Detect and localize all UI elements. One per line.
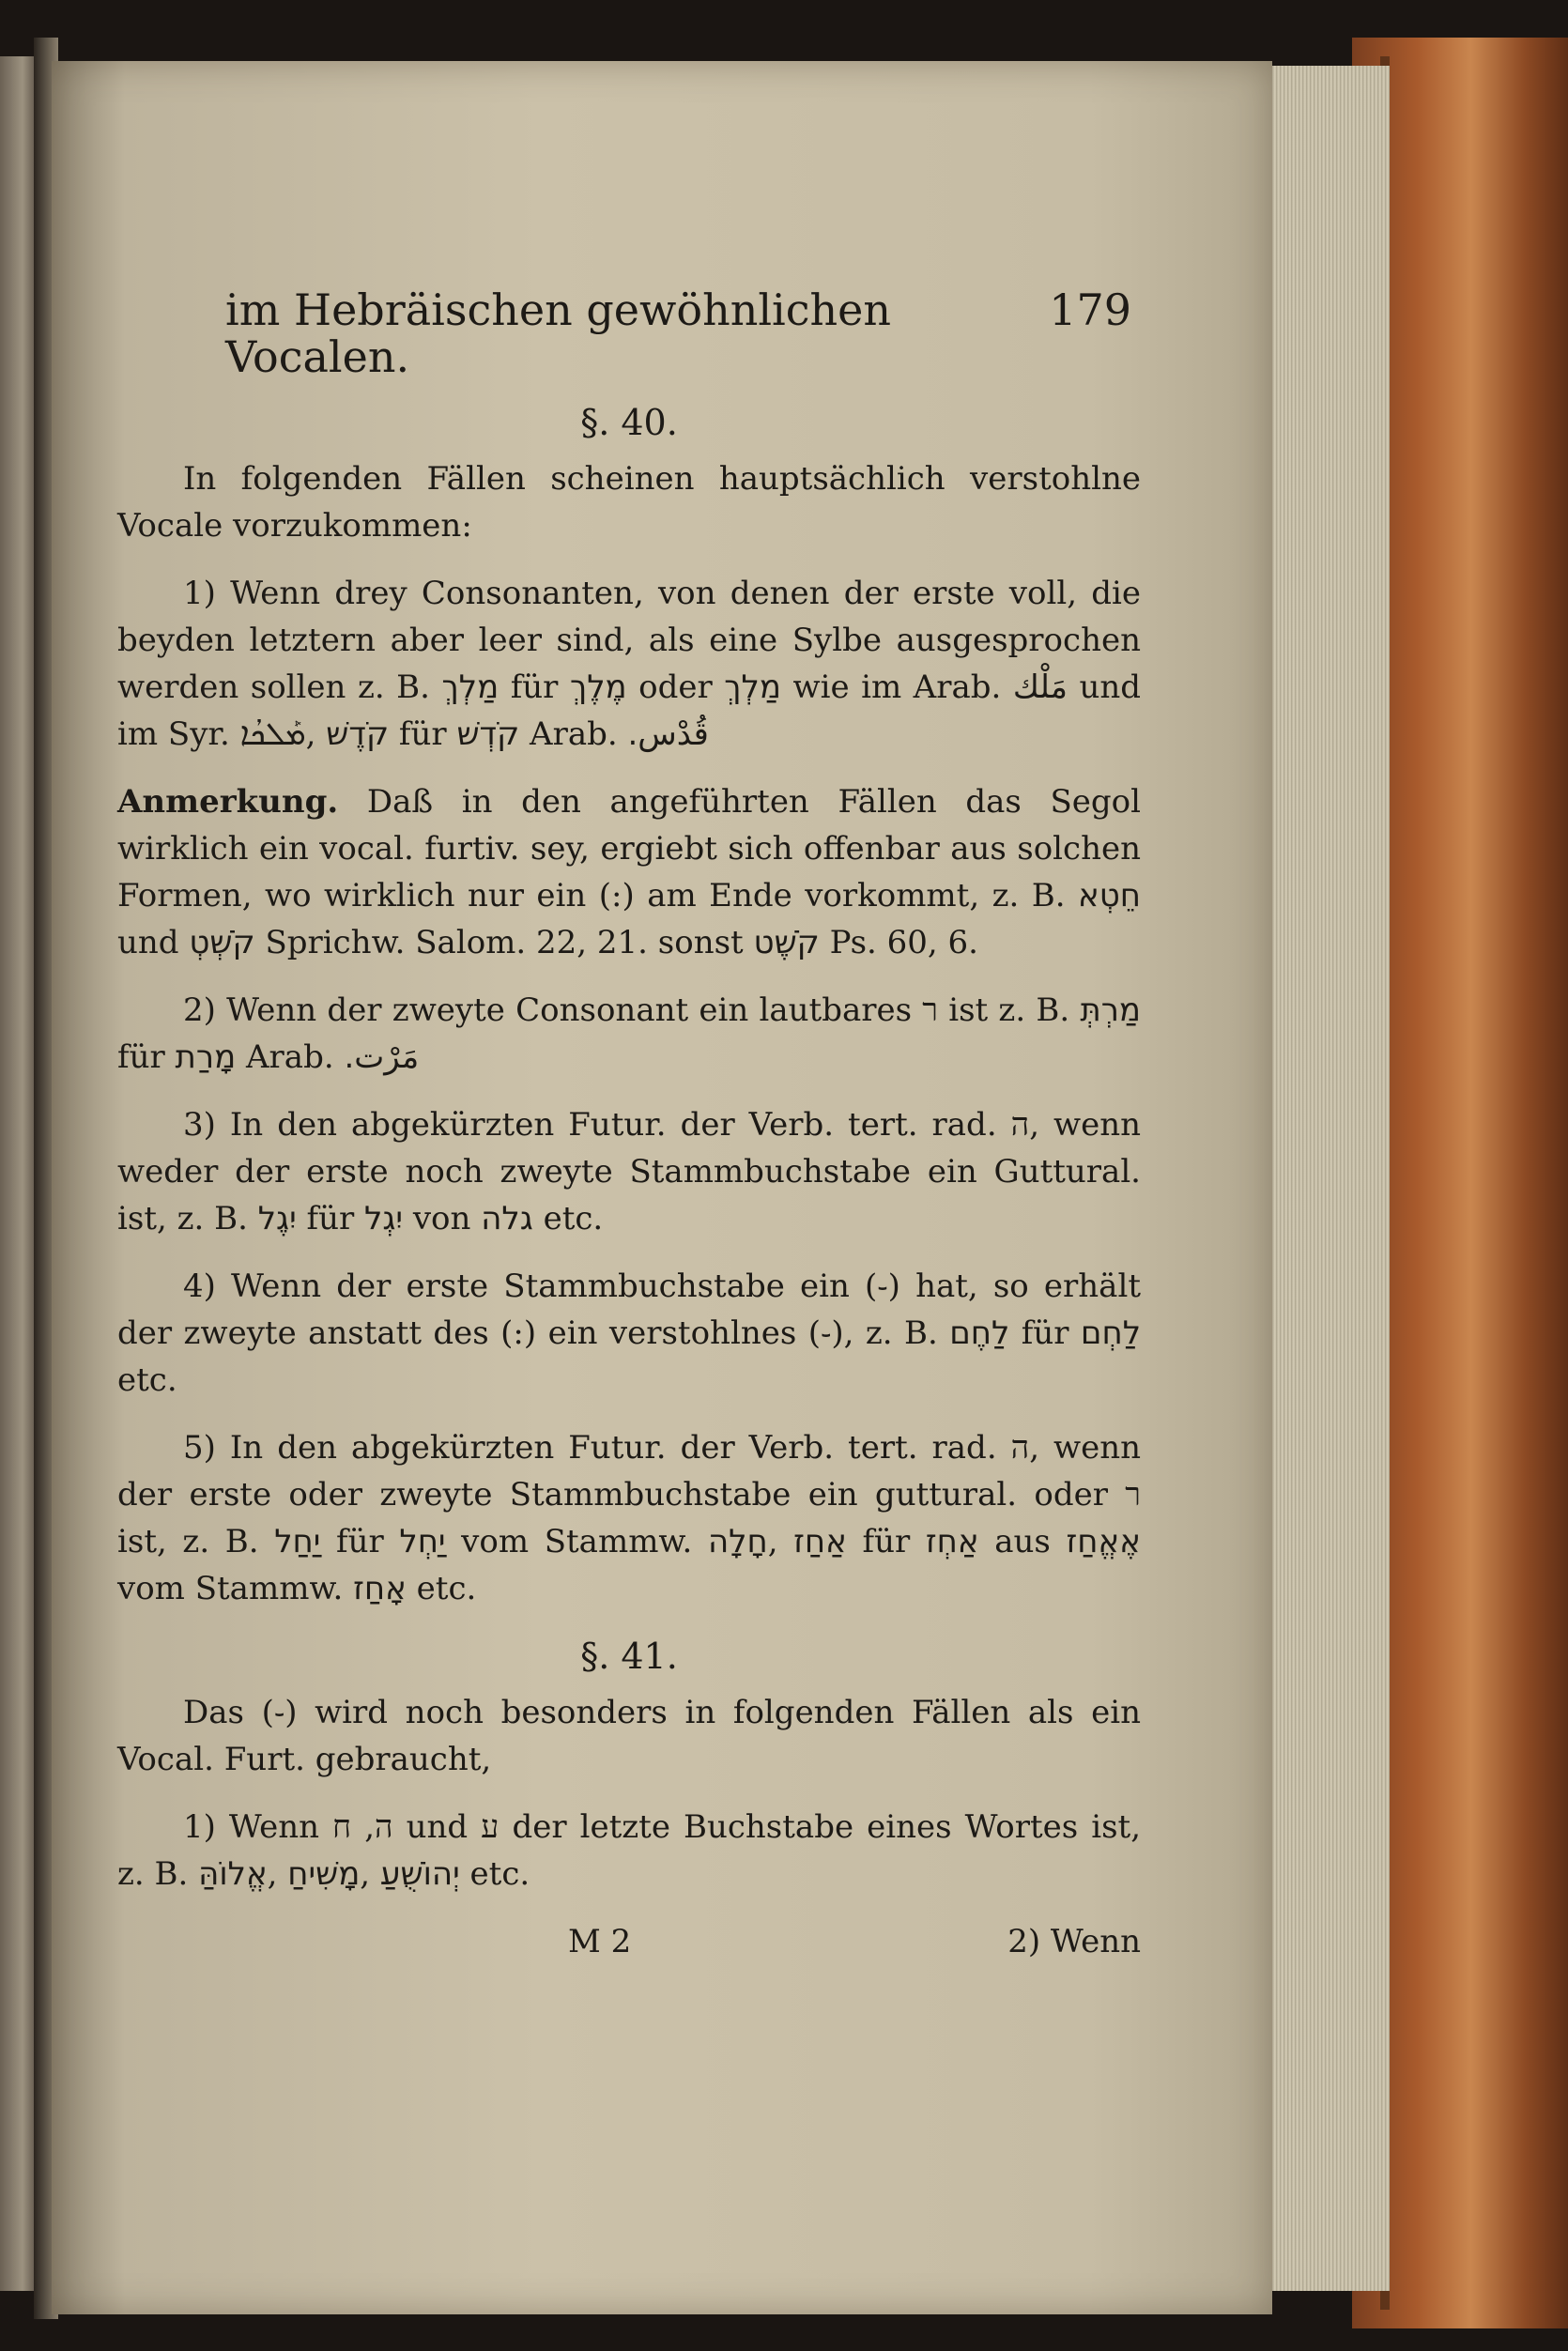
hebrew-word: קֹדְשׁ [456, 715, 520, 753]
section-40-item-3: 3) In den abgekürzten Futur. der Verb. tert. rad. ה, wenn weder der erste noch zweyte Stammbuchstabe ein Guttural. ist, z. B. יִגֶל für יִגְל von גלה etc. [117, 1106, 1141, 1237]
hebrew-word: חֵטְא [1078, 877, 1141, 914]
hebrew-word: יַחַל [274, 1523, 321, 1560]
hebrew-word: חָלָה [707, 1523, 768, 1560]
arabic-word: مَلْك [1012, 668, 1068, 706]
hebrew-word: לַחֶם [949, 1314, 1010, 1352]
left-page-edge [0, 56, 38, 2291]
section-40-intro: In folgenden Fällen scheinen hauptsächlich verstohlne Vocale vorzukommen: [117, 460, 1141, 545]
catchword: 2) Wenn [1007, 1923, 1141, 1960]
signature-mark: M 2 [568, 1923, 632, 1960]
arabic-word: قُدْس. [627, 715, 709, 753]
section-40-item-5: 5) In den abgekürzten Futur. der Verb. tert. rad. ה, wenn der erste oder zweyte Stammbuchstabe ein guttural. oder ר ist, z. B. יַחַל für יַחְל vom Stammw. חָלָה, אַחַז für אַחְז aus אֶאֱחַז vom Stammw. אָחַז etc. [117, 1429, 1141, 1607]
book-page [52, 61, 1272, 2314]
section-41-intro: Das (֊) wird noch besonders in folgenden Fällen als ein Vocal. Furt. gebraucht, [117, 1694, 1141, 1778]
section-40-item-2: 2) Wenn der zweyte Consonant ein lautbares ר ist z. B. מַרְתְּ für מָרַת Arab. مَرْت. [117, 991, 1142, 1076]
running-header [117, 286, 1141, 380]
hebrew-word: לַחְם [1080, 1314, 1142, 1352]
hebrew-word: יִגֶל [257, 1200, 297, 1237]
hebrew-word: אַחַז [793, 1523, 847, 1560]
hebrew-word: גלה [481, 1200, 533, 1237]
hebrew-word: יַחְל [399, 1523, 446, 1560]
page-content [117, 286, 1141, 1965]
section-40-heading: §. 40. [580, 402, 678, 443]
note-label: Anmerkung. [117, 783, 339, 821]
hebrew-word: יְהוֹשֻׁעַ [379, 1855, 460, 1893]
page-footer [117, 1918, 1141, 1965]
hebrew-word: מַרְתְּ [1080, 991, 1142, 1029]
section-41-item-1: 1) Wenn ה, ח und ע der letzte Buchstabe eines Wortes ist, z. B. אֱלוֹהַּ, מָשִׁיחַ, יְהוֹשֻׁעַ etc. [117, 1808, 1141, 1893]
arabic-word: مَرْت. [344, 1038, 420, 1076]
running-title: im Hebräischen gewöhnlichen Vocalen. [225, 284, 891, 382]
section-40-item-1: 1) Wenn drey Consonanten, von denen der erste voll, die beyden letztern aber leer sind, als eine Sylbe ausgesprochen werden sollen z. B. מַלְךְ für מֶלֶךְ oder מַלְךְ wie im Arab. مَلْك und im Syr. ܡܰܠܟܳܐ, קֹדֶשׁ für קֹדְשׁ Arab. قُدْس. [117, 575, 1142, 753]
hebrew-word: אֶאֱחַז [1066, 1523, 1141, 1560]
hebrew-word: מָרַת [175, 1038, 237, 1076]
hebrew-word: אָחַז [353, 1570, 407, 1607]
hebrew-word: אַחְז [925, 1523, 979, 1560]
hebrew-word: מָשִׁיחַ [287, 1855, 361, 1893]
syriac-word: ܡܰܠܟܳܐ [239, 715, 306, 753]
hebrew-word: יִגְל [364, 1200, 403, 1237]
hebrew-word: מֶלֶךְ [569, 668, 627, 706]
hebrew-word: מַלְךְ [441, 668, 500, 706]
hebrew-word: קֹדֶשׁ [326, 715, 390, 753]
page-number: 179 [1049, 284, 1131, 335]
hebrew-word: מַלְךְ [724, 668, 781, 706]
hebrew-word: אֱלוֹהַּ [198, 1855, 268, 1893]
section-41-heading: §. 41. [580, 1636, 678, 1677]
section-40-item-4: 4) Wenn der erste Stammbuchstabe ein (֊) hat, so erhält der zweyte anstatt des (:) ein verstohlnes (֊), z. B. לַחֶם für לַחְם etc. [117, 1268, 1142, 1399]
hebrew-word: קֹשֶׁט [753, 924, 820, 961]
section-40-note: Anmerkung. Daß in den angeführten Fällen das Segol wirklich ein vocal. furtiv. sey, ergiebt sich offenbar aus solchen Formen, wo wirklich nur ein (:) am Ende vorkommt, z. B. חֵטְא und קֹשְׁטְ Sprichw. Salom. 22, 21. sonst קֹשֶׁט Ps. 60, 6. [117, 783, 1141, 961]
hebrew-word: קֹשְׁטְ [189, 924, 255, 961]
